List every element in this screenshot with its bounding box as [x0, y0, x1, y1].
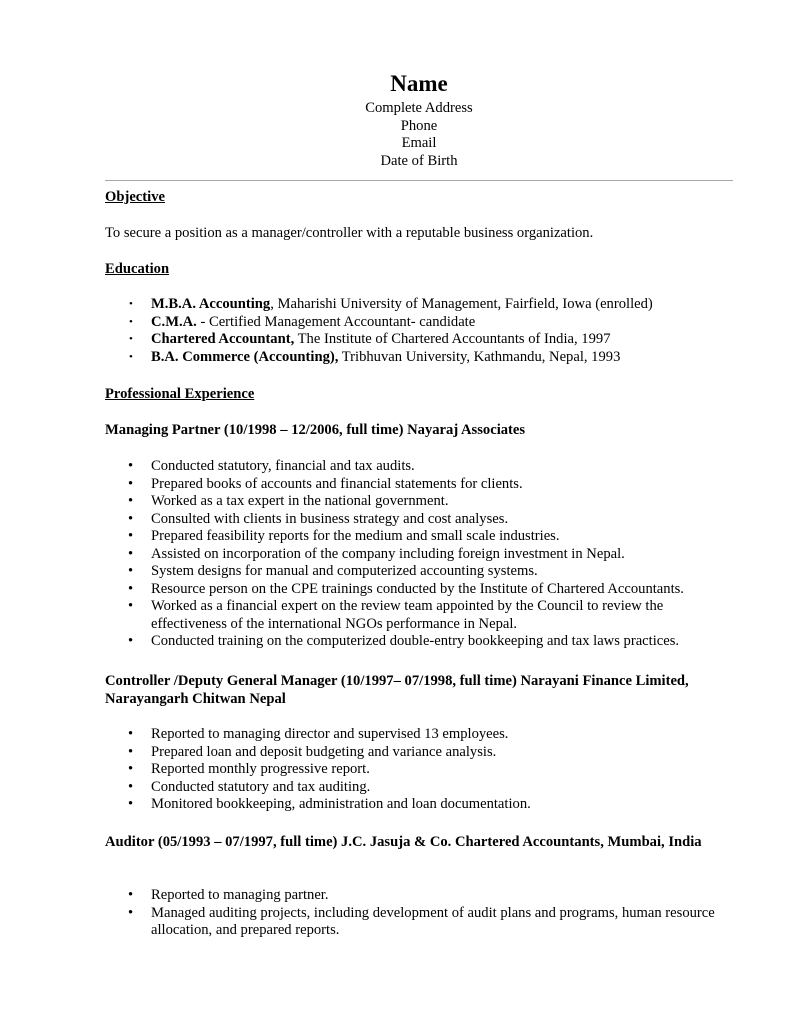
bullet-icon: • — [128, 726, 134, 742]
degree-detail: - Certified Management Accountant- candidate — [196, 313, 476, 330]
duty-text: Reported to managing partner. — [151, 887, 329, 903]
bullet-icon: • — [128, 528, 134, 544]
duty-item — [105, 598, 733, 633]
bullet-icon: • — [129, 315, 133, 328]
job-duties — [105, 726, 733, 814]
bullet-icon: • — [128, 743, 134, 760]
job-entry — [105, 834, 733, 852]
duty-text: Conducted training on the computerized double-entry bookkeeping and tax laws practices. — [151, 633, 680, 649]
duty-list — [105, 726, 733, 814]
objective-section — [105, 189, 733, 207]
job-duties — [105, 887, 733, 940]
bullet-icon: • — [129, 298, 133, 310]
duty-text: Resource person on the CPE trainings conducted by the Institute of Chartered Accountants. — [151, 580, 684, 597]
email-line: Email — [401, 135, 437, 152]
duty-text: Consulted with clients in business strategy and cost analyses. — [151, 510, 509, 527]
duty-text: Reported to managing director and supervised 13 employees. — [151, 726, 509, 742]
duty-item — [105, 563, 733, 581]
duty-item — [105, 511, 733, 529]
education-item — [105, 314, 733, 332]
duty-text: System designs for manual and computerized accounting systems. — [151, 563, 538, 579]
duty-list — [105, 887, 733, 940]
duty-item — [105, 887, 733, 905]
duty-item — [105, 779, 733, 797]
bullet-icon: • — [128, 761, 134, 777]
phone-line: Phone — [400, 117, 438, 134]
education-section — [105, 296, 733, 366]
bullet-icon: • — [128, 545, 134, 562]
duty-item — [105, 726, 733, 744]
duty-item — [105, 581, 733, 599]
education-list — [105, 296, 733, 366]
degree-detail: The Institute of Chartered Accountants of India, 1997 — [294, 331, 611, 347]
degree-name: M.B.A. Accounting — [151, 296, 271, 312]
header-divider — [105, 180, 733, 181]
degree-name: Chartered Accountant, — [151, 331, 295, 347]
duty-text: Worked as a financial expert on the review team appointed by the Council to review the effectiveness of the international NGOs performance in Nepal. — [151, 598, 664, 632]
degree-name: B.A. Commerce (Accounting), — [151, 348, 339, 365]
degree-detail: Tribhuvan University, Kathmandu, Nepal, 1993 — [338, 348, 621, 365]
duty-text: Worked as a tax expert in the national government. — [151, 493, 449, 509]
bullet-icon: • — [129, 350, 133, 363]
bullet-icon: • — [128, 458, 134, 474]
bullet-icon: • — [128, 796, 134, 812]
duty-text: Managed auditing projects, including development of audit plans and programs, human resource allocation, and prepared reports. — [151, 904, 715, 938]
bullet-icon: • — [129, 333, 133, 345]
bullet-icon: • — [128, 778, 134, 795]
duty-item — [105, 633, 733, 651]
objective-text: To secure a position as a manager/controller with a reputable business organization. — [105, 225, 594, 241]
education-item — [105, 349, 733, 367]
duty-item — [105, 476, 733, 494]
duty-list — [105, 458, 733, 651]
bullet-icon: • — [128, 904, 134, 921]
bullet-icon: • — [128, 580, 134, 597]
education-heading: Education — [105, 261, 170, 277]
bullet-icon: • — [128, 598, 134, 614]
job-entry — [105, 422, 733, 440]
job-title: Controller /Deputy General Manager (10/1997– 07/1998, full time) Narayani Finance Limited, Narayangarh Chitwan Nepal — [105, 673, 689, 707]
objective-heading: Objective — [105, 189, 165, 205]
address-line: Complete Address — [365, 100, 473, 116]
duty-text: Prepared feasibility reports for the medium and small scale industries. — [151, 528, 560, 544]
job-title: Managing Partner (10/1998 – 12/2006, full time) Nayaraj Associates — [105, 422, 526, 438]
bullet-icon: • — [128, 887, 134, 903]
degree-name: C.M.A. — [151, 313, 197, 330]
duty-item — [105, 761, 733, 779]
resume-header — [105, 70, 733, 171]
duty-item — [105, 458, 733, 476]
duty-item — [105, 796, 733, 814]
duty-item — [105, 528, 733, 546]
bullet-icon: • — [128, 510, 134, 527]
experience-heading: Professional Experience — [105, 386, 255, 402]
bullet-icon: • — [128, 563, 134, 579]
education-item — [105, 331, 733, 349]
duty-text: Prepared books of accounts and financial statements for clients. — [151, 475, 523, 492]
objective-text-block — [105, 225, 733, 243]
bullet-icon: • — [128, 475, 134, 492]
degree-detail: , Maharishi University of Management, Fairfield, Iowa (enrolled) — [270, 296, 653, 312]
bullet-icon: • — [128, 633, 134, 649]
duty-text: Monitored bookkeeping, administration and loan documentation. — [151, 796, 531, 812]
duty-item — [105, 744, 733, 762]
education-item — [105, 296, 733, 314]
duty-item — [105, 905, 733, 940]
experience-heading-block — [105, 386, 733, 404]
duty-item — [105, 546, 733, 564]
duty-text: Conducted statutory, financial and tax audits. — [151, 458, 415, 474]
duty-text: Assisted on incorporation of the company including foreign investment in Nepal. — [151, 545, 625, 562]
candidate-name: Name — [390, 71, 448, 96]
job-entry — [105, 673, 733, 708]
education-heading-block — [105, 261, 733, 279]
bullet-icon: • — [128, 493, 134, 509]
dob-line: Date of Birth — [380, 153, 458, 170]
duty-text: Conducted statutory and tax auditing. — [151, 778, 371, 795]
duty-text: Reported monthly progressive report. — [151, 761, 370, 777]
duty-item — [105, 493, 733, 511]
job-title: Auditor (05/1993 – 07/1997, full time) J.C. Jasuja & Co. Chartered Accountants, Mumbai, India — [105, 834, 702, 850]
duty-text: Prepared loan and deposit budgeting and variance analysis. — [151, 743, 497, 760]
job-duties — [105, 458, 733, 651]
